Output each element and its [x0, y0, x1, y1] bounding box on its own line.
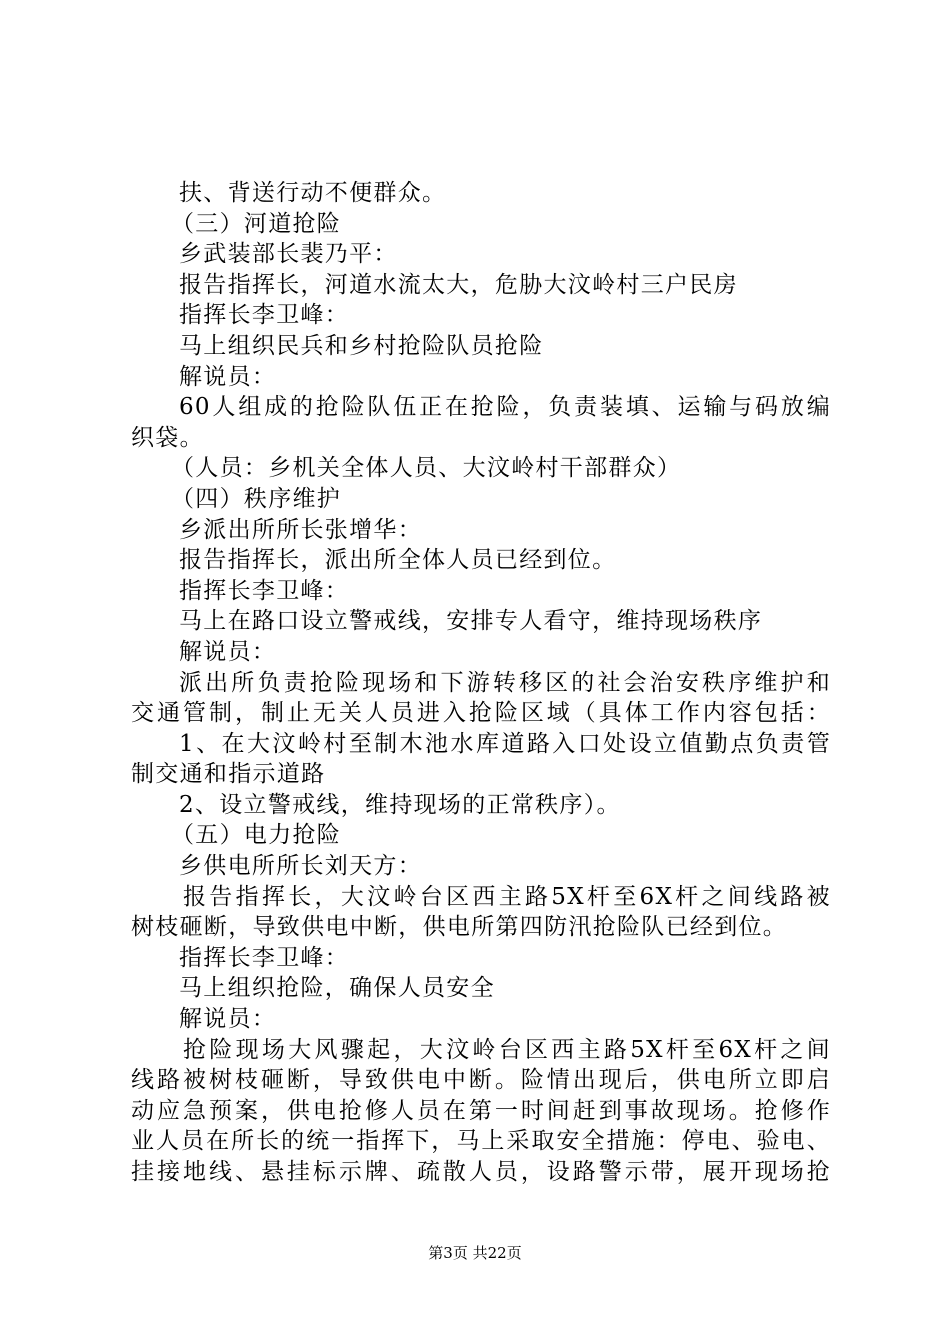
- text-line: 动应急预案，供电抢修人员在第一时间赶到事故现场。抢修作: [131, 1097, 831, 1124]
- document-body: [131, 178, 831, 1188]
- speaker-label: 指挥长李卫峰：: [179, 302, 350, 329]
- text-line: 60人组成的抢险队伍正在抢险，负责装填、运输与码放编: [179, 394, 831, 421]
- text-line: 马上组织民兵和乡村抢险队员抢险: [179, 332, 544, 359]
- text-line: 派出所负责抢险现场和下游转移区的社会治安秩序维护和: [179, 669, 831, 696]
- text-line: （人员：乡机关全体人员、大汶岭村干部群众）: [171, 455, 682, 482]
- text-line: 马上组织抢险，确保人员安全: [179, 975, 495, 1002]
- page-footer: 第3页 共22页: [428, 1244, 522, 1262]
- text-line: 线路被树枝砸断，导致供电中断。险情出现后，供电所立即启: [131, 1067, 831, 1094]
- text-line: 织袋。: [131, 424, 204, 451]
- speaker-label: 解说员：: [179, 363, 277, 390]
- text-line: 挂接地线、悬挂标示牌、疏散人员，设路警示带，展开现场抢: [131, 1159, 831, 1185]
- speaker-label: 解说员：: [179, 638, 277, 665]
- text-line: 报告指挥长，大汶岭台区西主路5X杆至6X杆之间线路被: [183, 883, 831, 910]
- speaker-label: 乡供电所所长刘天方：: [179, 853, 422, 880]
- speaker-label: 指挥长李卫峰：: [179, 944, 350, 971]
- section-heading: （三）河道抢险: [171, 210, 342, 237]
- text-line: 扶、背送行动不便群众。: [179, 180, 447, 206]
- section-heading: （五）电力抢险: [171, 822, 342, 849]
- section-heading: （四）秩序维护: [171, 485, 342, 512]
- text-line: 制交通和指示道路: [131, 761, 326, 788]
- text-line: 1、在大汶岭村至制木池水库道路入口处设立值勤点负责管: [179, 730, 831, 757]
- speaker-label: 解说员：: [179, 1006, 277, 1033]
- speaker-label: 乡武装部长裴乃平：: [179, 241, 398, 268]
- text-line: 报告指挥长，派出所全体人员已经到位。: [179, 547, 617, 574]
- text-line: 交通管制，制止无关人员进入抢险区域（具体工作内容包括：: [131, 700, 831, 727]
- speaker-label: 指挥长李卫峰：: [179, 577, 350, 604]
- speaker-label: 乡派出所所长张增华：: [179, 516, 422, 543]
- text-line: 树枝砸断，导致供电中断，供电所第四防汛抢险队已经到位。: [131, 914, 788, 941]
- text-line: 业人员在所长的统一指挥下，马上采取安全措施：停电、验电、: [131, 1128, 831, 1155]
- text-line: 抢险现场大风骤起，大汶岭台区西主路5X杆至6X杆之间: [183, 1036, 831, 1063]
- text-line: 2、设立警戒线，维持现场的正常秩序）。: [179, 791, 621, 818]
- text-line: 报告指挥长，河道水流太大，危胁大汶岭村三户民房: [179, 271, 738, 298]
- text-line: 马上在路口设立警戒线，安排专人看守，维持现场秩序: [179, 608, 763, 635]
